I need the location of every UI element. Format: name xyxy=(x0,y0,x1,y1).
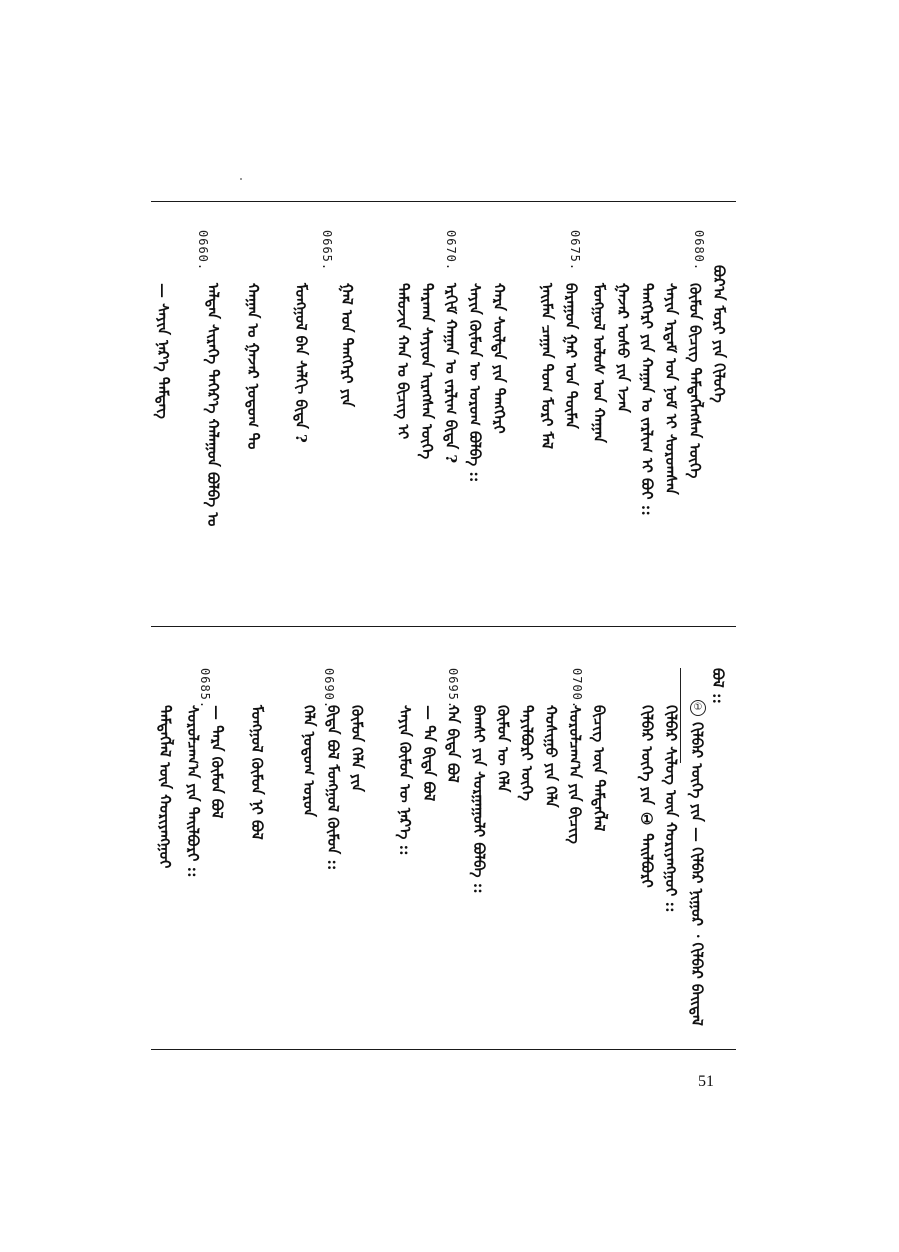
text-column: ᠬᠡᠯᠡ ᠨᠤᠲᠤᠭ ᠣᠷᠣᠨ xyxy=(300,705,318,817)
text-column: ᠪᠠᠷᠠᠭᠤᠨ ᠭᠠᠷ ᠤᠨ ᠲᠦᠮᠡᠨ xyxy=(562,283,580,429)
text-column: ᠬᠢᠯᠪᠠᠷ ᠦᠭᠡ ᠶᠢᠨ ① ᠲᠠᠢᠯᠪᠤᠷᠢ xyxy=(638,705,656,888)
text-column: — ᠲᠡ ᠪᠢᠳᠡ ᠪᠣᠯ xyxy=(420,705,438,802)
line-number: 0700. xyxy=(570,668,584,710)
text-column: ᠮᠣᠩᠭᠣᠯ ᠬᠦᠮᠦᠨ ᠨᠢ ᠪᠣᠯ xyxy=(248,705,266,840)
text-column: ᠲᠡᠮᠳᠡᠭᠯᠡᠯ ᠦᠨ ᠬᠤᠷᠢᠶᠠᠩᠭᠤᠢ xyxy=(156,705,174,869)
text-column: ᠭᠠᠵᠠᠷ ᠤᠰᠤ ᠶᠢᠨ ᠡᠵᠡᠨ xyxy=(614,283,632,413)
text-column: ᠠᠯᠲᠠᠨ ᠰᠢᠷᠡᠭᠡ ᠲᠡᠭᠡᠷ᠎ᠡ ᠬᠠᠯᠠᠭᠤᠨ ᠪᠣᠯᠪᠠ ᠤ xyxy=(204,283,222,527)
text-column: ᠬᠠ ᠪᠢᠳᠡ ᠪᠣᠯ xyxy=(444,705,462,783)
text-column: ᠬᠣᠰᠢᠭᠤ ᠶᠢᠨ ᠬᠡᠯᠡ xyxy=(542,705,560,808)
text-column: ᠬᠦᠮᠦᠨ ᠪᠢᠴᠢᠭ ᠲᠡᠮᠳᠡᠭᠯᠡᠭᠰᠡᠨ ᠦᠭᠡ xyxy=(686,283,704,479)
text-column: ᠳᠠᠷᠬᠠᠨ ᠰᠠᠶᠢᠳ ᠢᠷᠡᠭᠰᠡᠨ ᠦᠭᠡ xyxy=(418,283,436,460)
text-column: ᠲᠡᠮᠦᠵᠢᠨ ᠬᠠᠨ ᠤ ᠪᠢᠴᠢᠭ ᠢ xyxy=(394,283,412,440)
header-continuation: ᠪᠣᠯ :: xyxy=(709,668,727,705)
bottom-rule xyxy=(151,1049,736,1050)
text-column: ᠰᠤᠷᠤᠯᠴᠠᠭ᠎ᠠ ᠶᠢᠨ ᠪᠢᠴᠢᠭ xyxy=(566,705,584,844)
line-number: 0670. xyxy=(444,230,458,272)
text-column: ᠬᠦᠮᠦᠨ ᠬᠡᠯᠡ ᠶᠢᠨ xyxy=(348,705,366,792)
text-column: ᠨᠠᠢᠮᠠᠨ ᠴᠠᠭᠠᠨ ᠲᠤᠭ ᠮᠣᠷᠢ ᠮᠠᠯ xyxy=(538,283,556,449)
text-column: ᠪᠠᠭᠰᠢ ᠶᠢᠨ ᠰᠤᠷᠭᠠᠭᠤᠯᠢ ᠪᠣᠯᠪᠠ :: xyxy=(470,705,488,894)
text-column: — ᠲᠡᠷᠡ ᠬᠦᠮᠦᠨ ᠪᠣᠯ xyxy=(208,705,226,819)
text-column: ᠲᠡᠩᠭᠡᠷᠢ ᠶᠢᠨ ᠬᠠᠭᠠᠨ ᠤ ᠵᠠᠷᠯᠢᠭ ᠢ ᠪᠤᠢ :: xyxy=(638,283,656,516)
text-column: ᠪᠢᠴᠢᠭ ᠦᠨ ᠲᠡᠮᠳᠡᠭᠯᠡᠯ xyxy=(590,705,608,832)
text-column: ᠬᠠᠭᠠᠨ ᠤ ᠭᠠᠵᠠᠷ ᠨᠤᠲᠤᠭ ᠲᠤ xyxy=(244,283,262,450)
text-column: ᠰᠠᠶᠢᠨ ᠬᠦᠮᠦᠨ ᠦ ᠨᠡᠷ᠎ᠡ :: xyxy=(396,705,414,856)
text-column: ᠪᠣᠷ᠎ᠠ ᠮᠣᠷᠢ ᠶᠢᠨ ᠬᠢᠯᠦᠭᠡ xyxy=(710,265,728,403)
page-number: 51 xyxy=(698,1073,714,1090)
text-column: ᠡᠷᠬᠢᠮ ᠬᠠᠭᠠᠨ ᠤ ᠵᠠᠷᠯᠢᠭ ᠪᠢᠳᠡ ? xyxy=(442,283,460,464)
text-column: ᠮᠣᠩᠭᠣᠯ ᠤᠯᠤᠰ ᠤᠨ ᠬᠠᠭᠠᠨ xyxy=(590,283,608,443)
line-number: 0690. xyxy=(322,668,336,710)
line-number: 0675. xyxy=(568,230,582,272)
footnote-marker: ① xyxy=(690,700,706,716)
line-number: 0680. xyxy=(692,230,706,272)
text-column: ᠰᠠᠶᠢᠨ ᠬᠦᠮᠦᠨ ᠦ ᠤᠷᠤᠭ ᠪᠣᠯᠪᠠ :: xyxy=(466,283,484,483)
top-rule xyxy=(151,201,736,202)
text-column: ᠬᠦᠮᠦᠨ ᠦ ᠬᠡᠯᠡ xyxy=(494,705,512,793)
text-column: ᠪᠢᠳᠡ ᠪᠣᠯ ᠮᠣᠩᠭᠣᠯ ᠬᠦᠮᠦᠨ :: xyxy=(324,705,342,871)
text-column: ᠲᠠᠶᠢᠯᠪᠤᠷᠢ ᠦᠭᠡ xyxy=(518,705,536,801)
text-column: — ᠰᠠᠶᠢᠨ ᠨᠡᠷ᠎ᠡ ᠲᠡᠮᠳᠡᠭ xyxy=(154,283,172,419)
middle-rule xyxy=(151,626,736,627)
scan-speck xyxy=(240,178,242,180)
text-column: ᠮᠣᠩᠭᠣᠯ ᠪᠠᠨ ᠰᠠᠯᠬᠢ ᠪᠢᠳᠡ ? xyxy=(292,283,310,443)
line-number: 0695. xyxy=(446,668,460,710)
text-column: ᠰᠤᠷᠤᠯᠴᠠᠭ᠎ᠠ ᠶᠢᠨ ᠲᠠᠢᠯᠪᠤᠷᠢ :: xyxy=(184,705,202,878)
text-column: ᠬᠠᠷᠠ ᠰᠦᠯᠳᠡ ᠶᠢᠨ ᠲᠡᠩᠭᠡᠷᠢ xyxy=(490,283,508,434)
footnote-separator xyxy=(680,668,681,763)
text-column: ᠬᠢᠯᠪᠠᠷ ᠰᠢᠯᠦᠭ ᠦᠨ ᠬᠤᠷᠢᠶᠠᠩᠭᠤᠢ :: xyxy=(662,705,680,913)
text-column: ᠰᠠᠶᠢᠨ ᠡᠷᠳᠡᠮ ᠤᠨ ᠨᠣᠮ ᠢ ᠰᠤᠷᠤᠭᠰᠠᠨ xyxy=(662,283,680,495)
line-number: 0665. xyxy=(320,230,334,272)
text-column: ᠭᠠᠯ ᠤᠨ ᠲᠡᠩᠭᠡᠷᠢ ᠶᠢᠨ xyxy=(338,283,356,407)
footnote-text: ᠬᠢᠯᠪᠠᠷ ᠦᠭᠡ ᠶᠢᠨ — ᠬᠢᠯᠪᠠᠷ ᠨᠢᠭᠤᠷ ᠂ ᠬᠢᠯᠪᠠᠷ ᠪᠠᠢᠳᠠᠯ xyxy=(688,722,706,1026)
line-number: 0660. xyxy=(196,230,210,272)
line-number: 0685. xyxy=(198,668,212,710)
